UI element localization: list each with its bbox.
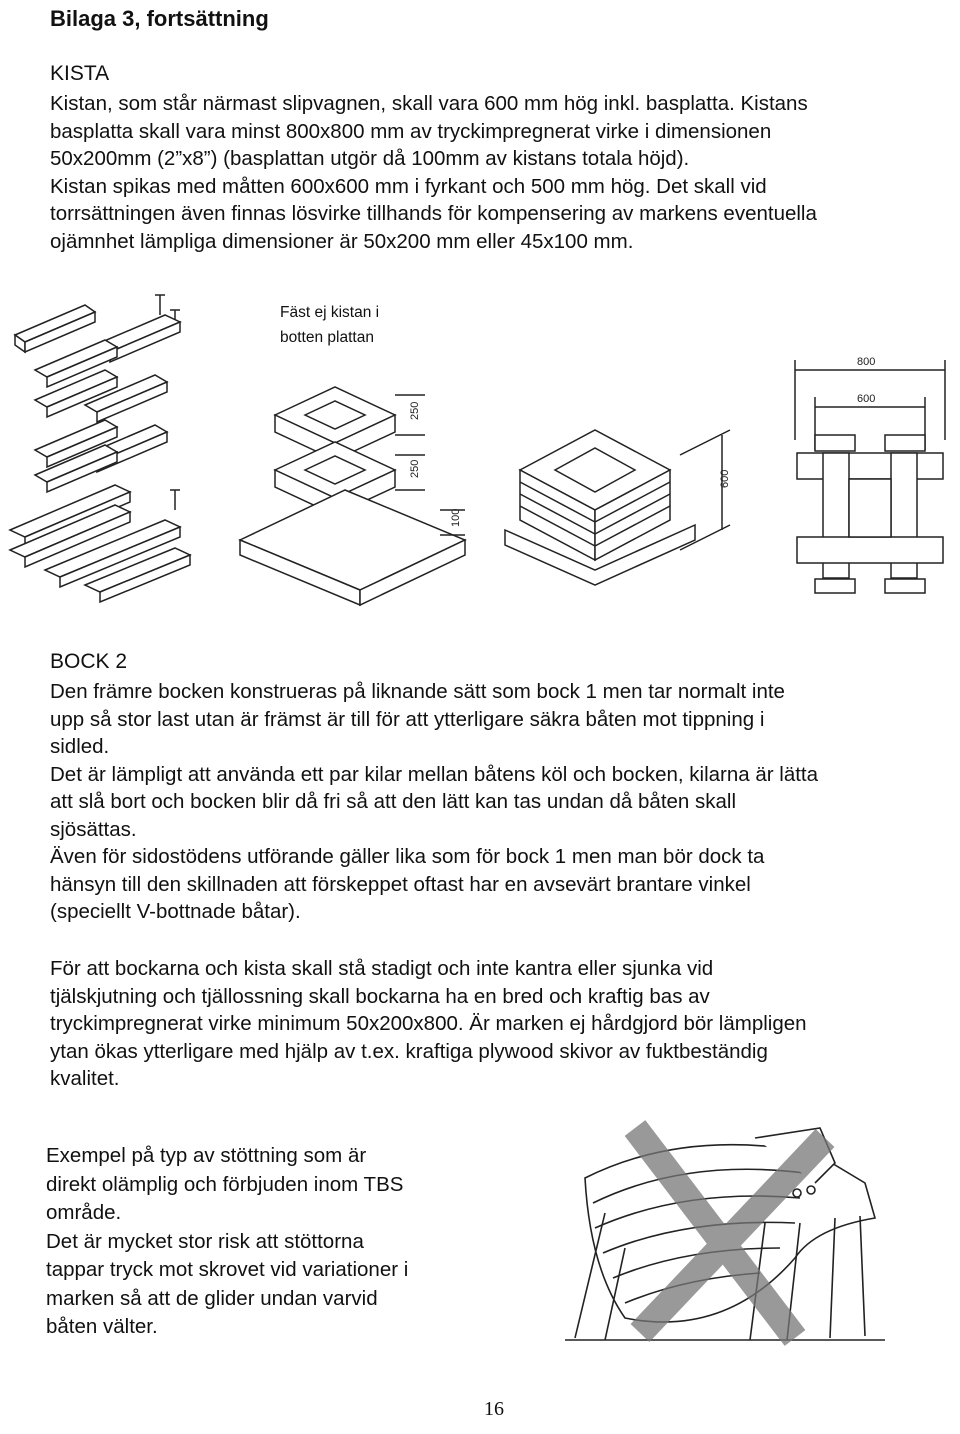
assembled-crib-illustration	[500, 400, 740, 610]
section-heading-kista: KISTA	[50, 62, 110, 85]
text-line: För att bockarna och kista skall stå stadigt och inte kantra eller sjunka vid	[50, 957, 714, 980]
text-line: tappar tryck mot skrovet vid variationer i	[46, 1258, 409, 1281]
text-line: sjösättas.	[50, 817, 137, 841]
dimension-label: 800	[857, 356, 876, 368]
dimension-label: 250	[409, 459, 421, 478]
text-line: kvalitet.	[50, 1067, 120, 1090]
boat-unsuitable-support-illustration	[565, 1108, 895, 1348]
page-number: 16	[484, 1398, 504, 1420]
text-line: upp så stor last utan är främst är till för att ytterligare säkra båten mot tippning i	[50, 707, 765, 731]
text-line: marken så att de glider undan varvid	[46, 1286, 378, 1310]
example-paragraph	[46, 1142, 516, 1342]
text-line: Exempel på typ av stöttning som är	[46, 1144, 367, 1167]
text-line: Det är lämpligt att använda ett par kilar mellan båtens köl och bocken, kilarna är lätta	[50, 762, 819, 786]
dimension-label: 600	[719, 469, 731, 488]
text-line: att slå bort och bocken blir då fri så att den lätt kan tas undan då båten skall	[50, 790, 737, 813]
text-line: Även för sidostödens utförande gäller lika som för bock 1 men man bör dock ta	[50, 845, 765, 868]
dimension-label: 250	[409, 401, 421, 420]
crib-top-view-illustration	[785, 345, 955, 595]
kista-paragraph	[50, 90, 955, 255]
figure-note	[280, 300, 379, 350]
text-line: område.	[46, 1201, 122, 1224]
bock2-paragraph	[50, 678, 955, 926]
base-paragraph	[50, 955, 955, 1093]
note-line: botten plattan	[280, 329, 374, 346]
text-line: sidled.	[50, 735, 110, 758]
layered-crib-illustration	[235, 375, 475, 615]
text-line: hänsyn till den skillnaden att förskeppet oftast har en avsevärt brantare vinkel	[50, 872, 751, 896]
text-line: ytan ökas ytterligare med hjälp av t.ex. kraftiga plywood skivor av fuktbeständig	[50, 1039, 768, 1063]
text-line: ojämnhet lämpliga dimensioner är 50x200 mm eller 45x100 mm.	[50, 229, 634, 253]
text-line: Det är mycket stor risk att stöttorna	[46, 1229, 364, 1253]
section-heading-bock2: BOCK 2	[50, 650, 128, 673]
text-line: basplatta skall vara minst 800x800 mm av tryckimpregnerat virke i dimensionen	[50, 119, 772, 143]
text-line: tryckimpregnerat virke minimum 50x200x800. Är marken ej hårdgjord bör lämpligen	[50, 1012, 807, 1035]
dimension-label: 600	[857, 393, 876, 405]
text-line: tjälskjutning och tjällossning skall bockarna ha en bred och kraftig bas av	[50, 984, 710, 1008]
text-line: 50x200mm (2”x8”) (basplattan utgör då 100mm av kistans totala höjd).	[50, 147, 690, 170]
dimension-label: 100	[450, 508, 462, 527]
text-line: Kistan, som står närmast slipvagnen, skall vara 600 mm hög inkl. basplatta. Kistans	[50, 92, 808, 115]
text-line: Kistan spikas med måtten 600x600 mm i fyrkant och 500 mm hög. Det skall vid	[50, 174, 767, 198]
text-line: Den främre bocken konstrueras på liknande sätt som bock 1 men tar normalt inte	[50, 680, 785, 703]
text-line: torrsättningen även finnas lösvirke tillhands för kompensering av markens eventuella	[50, 202, 817, 225]
text-line: (speciellt V-bottnade båtar).	[50, 900, 301, 923]
page-title: Bilaga 3, fortsättning	[50, 6, 269, 31]
text-line: direkt olämplig och förbjuden inom TBS	[46, 1172, 404, 1196]
note-line: Fäst ej kistan i	[280, 304, 380, 321]
text-line: båten välter.	[46, 1315, 158, 1338]
exploded-crib-illustration	[5, 290, 205, 610]
